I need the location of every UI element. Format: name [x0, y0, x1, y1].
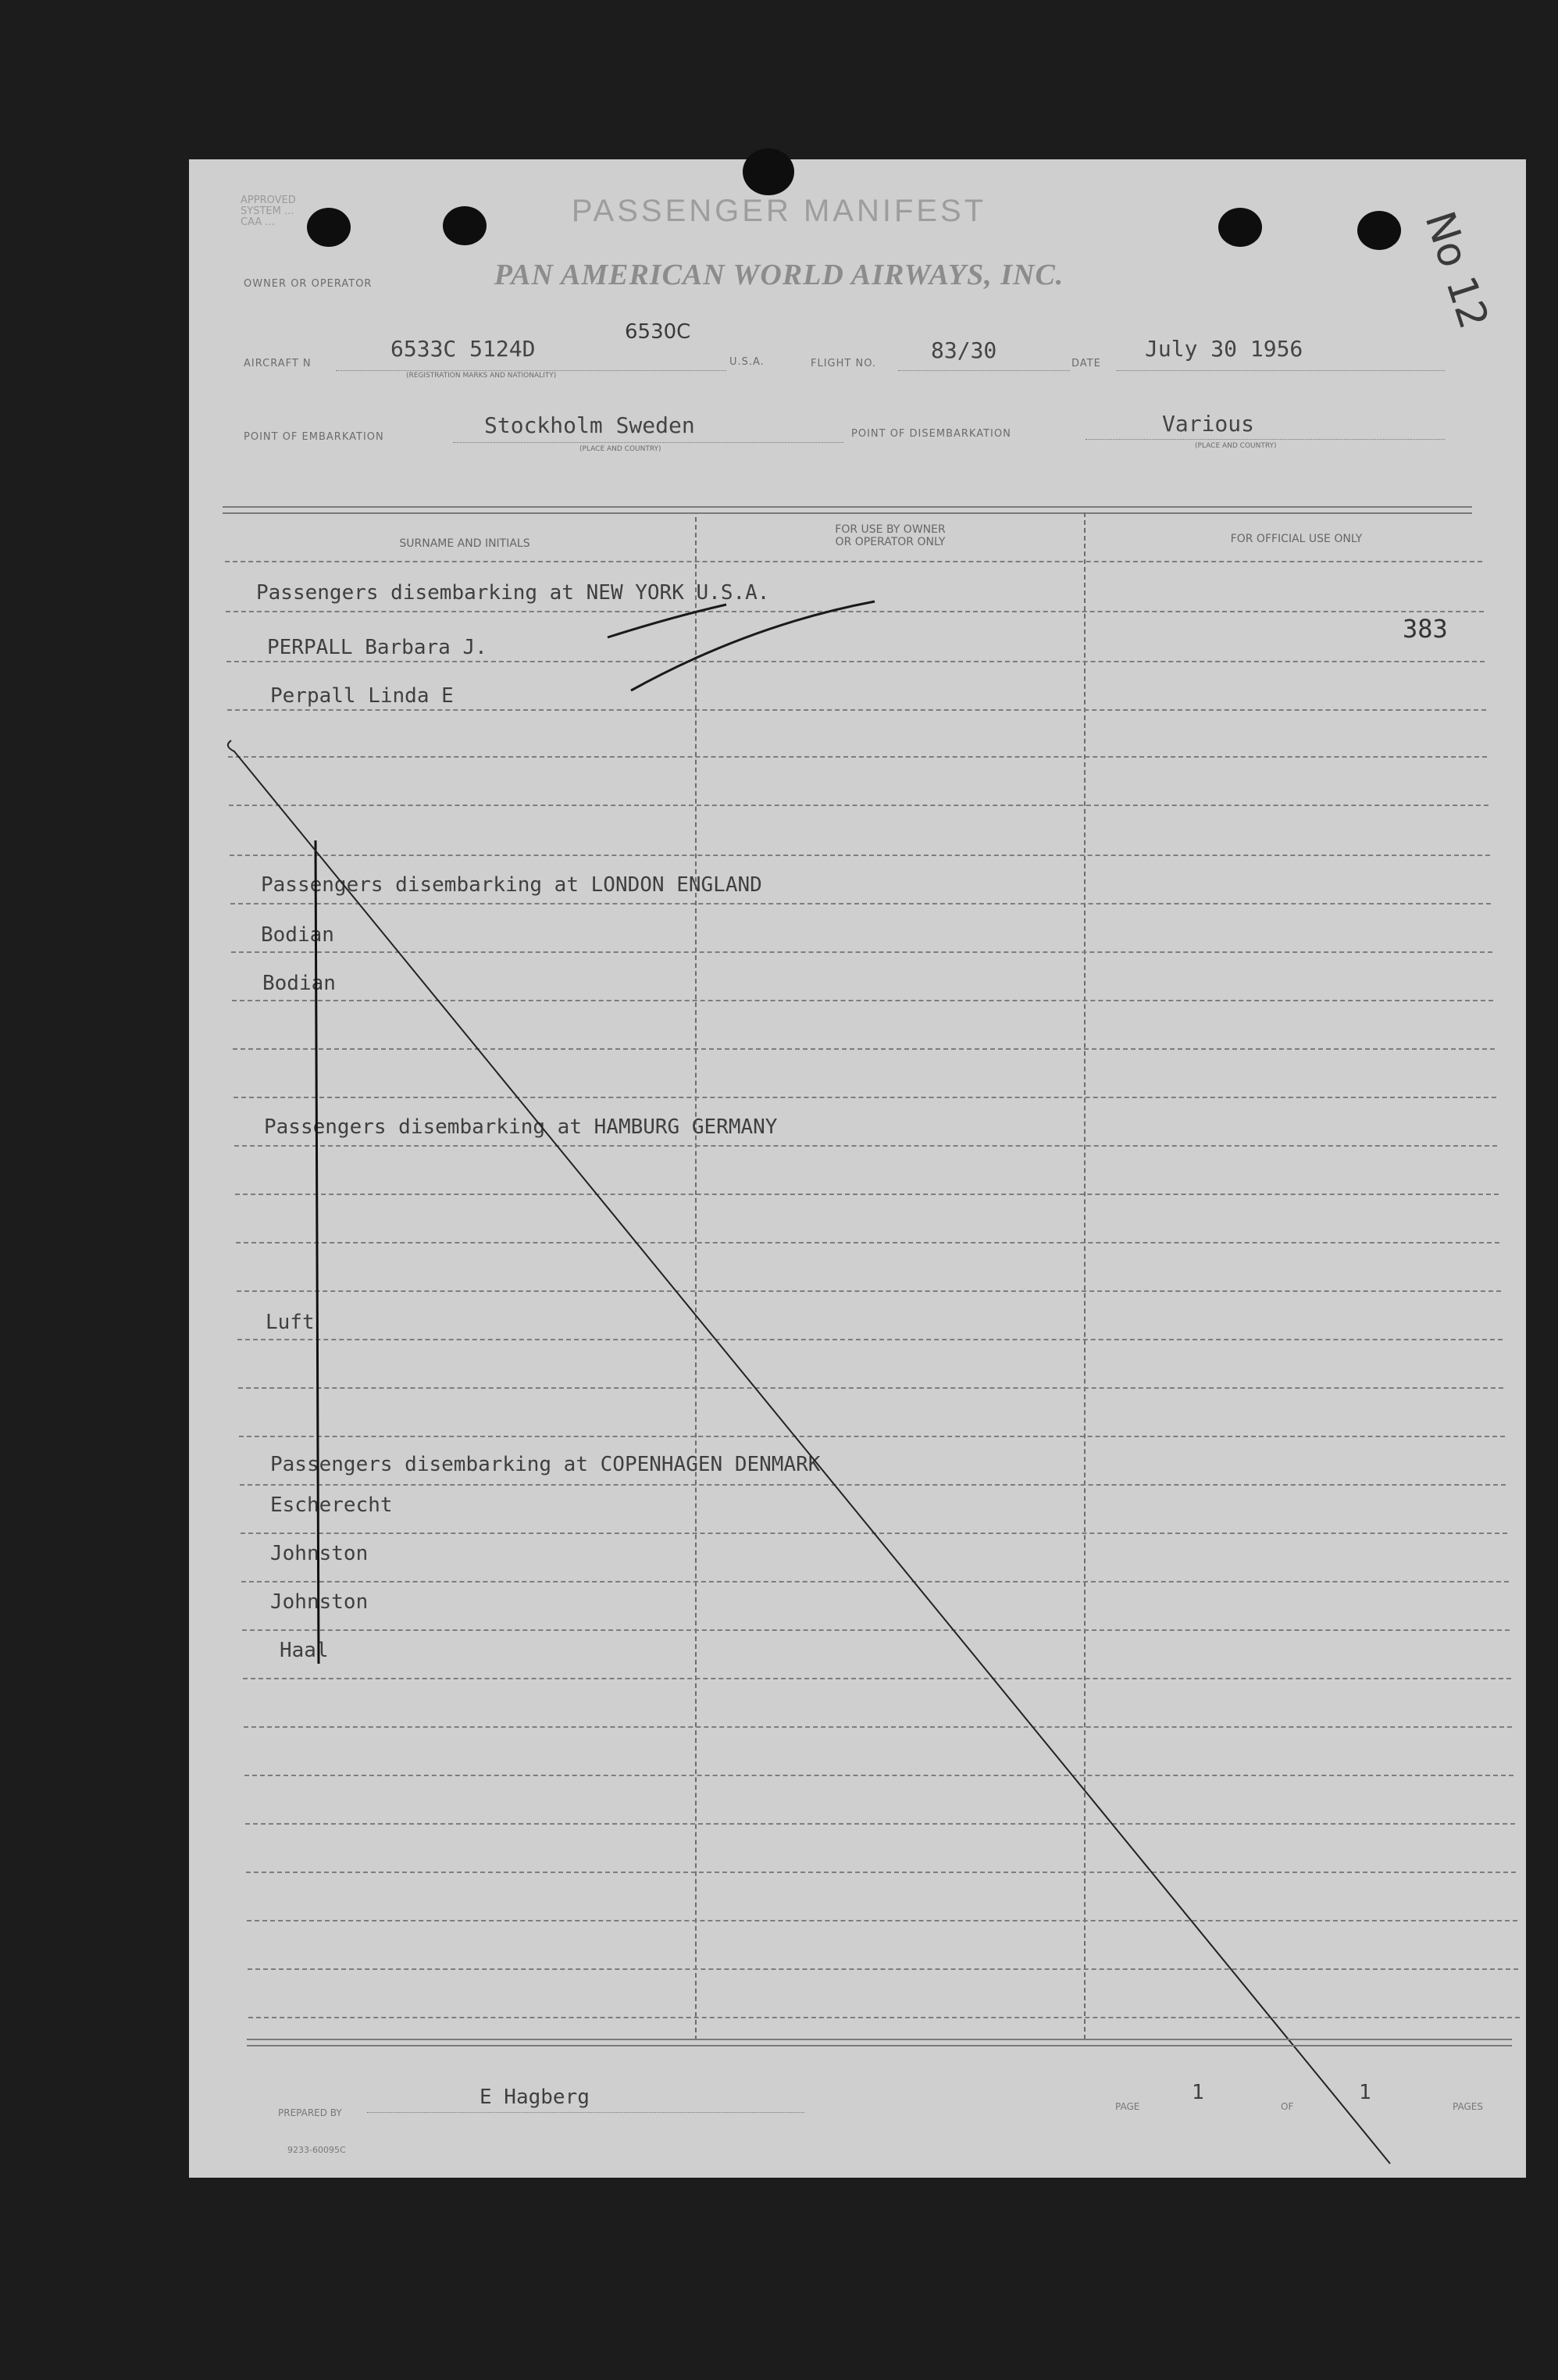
- check-stroke: [631, 601, 875, 690]
- section-heading-new-york: Passengers disembarking at NEW YORK U.S.A.: [256, 581, 770, 605]
- of-value: 1: [1359, 2081, 1371, 2104]
- page-value: 1: [1192, 2081, 1204, 2104]
- usa-label: U.S.A.: [729, 356, 765, 368]
- aircraft-value: 6533C 5124D: [390, 336, 536, 362]
- owner-label: OWNER OR OPERATOR: [244, 278, 373, 290]
- date-value: July 30 1956: [1145, 336, 1303, 362]
- section-heading-copenhagen: Passengers disembarking at COPENHAGEN DENMARK: [270, 1453, 821, 1476]
- flight-value: 83/30: [931, 337, 997, 363]
- corner-handwritten-note: No 12: [1415, 205, 1497, 335]
- passenger-name: Haal: [280, 1639, 329, 1662]
- vertical-bracket-stroke: [316, 840, 319, 1664]
- table-bottom-rule: [247, 2045, 1512, 2046]
- owner-value: PAN AMERICAN WORLD AIRWAYS, INC.: [494, 259, 1064, 291]
- passenger-name: Bodian: [261, 923, 334, 947]
- column-header-operator: FOR USE BY OWNER OR OPERATOR ONLY: [835, 523, 946, 548]
- prepared-by-value: E Hagberg: [480, 2086, 590, 2109]
- date-label: DATE: [1071, 358, 1101, 369]
- column-header-official: FOR OFFICIAL USE ONLY: [1230, 533, 1363, 545]
- disembarkation-value: Various: [1162, 411, 1255, 437]
- passenger-name: Escherecht: [270, 1493, 393, 1517]
- registration-note: (REGISTRATION MARKS AND NATIONALITY): [406, 372, 557, 380]
- official-number: 383: [1403, 614, 1448, 644]
- passenger-name: Luft: [266, 1311, 315, 1334]
- section-heading-london: Passengers disembarking at LONDON ENGLAND: [261, 873, 762, 897]
- page-title: PASSENGER MANIFEST: [571, 194, 987, 228]
- passenger-name: Bodian: [262, 972, 336, 995]
- table-bottom-rule: [247, 2039, 1512, 2040]
- page-label: PAGE: [1115, 2101, 1140, 2112]
- passenger-name: Johnston: [270, 1542, 369, 1565]
- column-header-surname: SURNAME AND INITIALS: [399, 537, 530, 550]
- embarkation-place-note: (PLACE AND COUNTRY): [579, 445, 661, 453]
- form-number: 9233-60095C: [287, 2145, 346, 2155]
- prepared-by-underline: [367, 2112, 804, 2113]
- section-heading-hamburg: Passengers disembarking at HAMBURG GERMANY: [264, 1115, 778, 1139]
- embarkation-value: Stockholm Sweden: [484, 412, 695, 438]
- disembarkation-place-note: (PLACE AND COUNTRY): [1195, 442, 1277, 450]
- cancel-diagonal-stroke: [228, 740, 1390, 2164]
- disembarkation-label: POINT OF DISEMBARKATION: [851, 428, 1011, 440]
- pages-label: PAGES: [1453, 2101, 1483, 2112]
- passenger-name: PERPALL Barbara J.: [267, 636, 487, 659]
- approval-stamp: APPROVED SYSTEM ... CAA ...: [241, 194, 296, 228]
- aircraft-handwritten: 6530C: [625, 320, 691, 344]
- passenger-name: Perpall Linda E: [270, 684, 454, 708]
- passenger-name: Johnston: [270, 1590, 369, 1614]
- prepared-by-label: PREPARED BY: [278, 2107, 342, 2118]
- check-stroke: [608, 605, 726, 637]
- aircraft-label: AIRCRAFT N: [244, 358, 312, 369]
- flight-label: FLIGHT NO.: [811, 358, 877, 369]
- embarkation-label: POINT OF EMBARKATION: [244, 431, 384, 443]
- of-label: OF: [1281, 2101, 1294, 2112]
